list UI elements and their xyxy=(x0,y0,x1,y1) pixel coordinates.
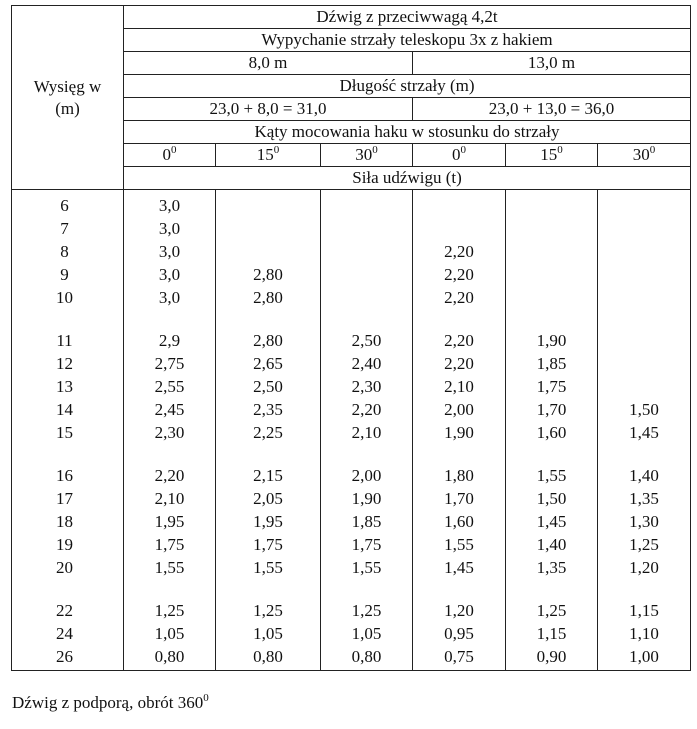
capacity-cell: 2,65 xyxy=(216,352,321,375)
capacity-cell: 3,0 xyxy=(124,217,216,240)
table-row xyxy=(12,622,691,645)
reach-cell: 22 xyxy=(12,599,124,622)
capacity-cell xyxy=(598,240,691,263)
spacer-cell xyxy=(12,309,124,329)
capacity-cell: 2,45 xyxy=(124,398,216,421)
capacity-cell: 2,10 xyxy=(124,487,216,510)
capacity-cell: 2,40 xyxy=(321,352,413,375)
capacity-cell: 1,60 xyxy=(413,510,506,533)
angle-unit: 0 xyxy=(557,144,563,156)
capacity-cell: 1,40 xyxy=(598,464,691,487)
capacity-cell xyxy=(598,263,691,286)
capacity-cell xyxy=(598,329,691,352)
table-row xyxy=(12,421,691,444)
table-title: Dźwig z przeciwwagą 4,2t xyxy=(124,6,691,29)
capacity-cell: 0,95 xyxy=(413,622,506,645)
capacity-cell: 1,25 xyxy=(321,599,413,622)
capacity-cell: 2,20 xyxy=(413,329,506,352)
spacer-cell xyxy=(598,579,691,599)
capacity-cell xyxy=(216,190,321,218)
boom-length-31: 23,0 + 8,0 = 31,0 xyxy=(124,98,413,121)
capacity-cell xyxy=(506,286,598,309)
capacity-cell: 3,0 xyxy=(124,240,216,263)
spacer-row xyxy=(12,579,691,599)
capacity-cell: 2,20 xyxy=(413,263,506,286)
capacity-cell: 1,90 xyxy=(506,329,598,352)
spacer-cell xyxy=(413,579,506,599)
capacity-cell: 1,55 xyxy=(506,464,598,487)
angle-value: 0 xyxy=(452,145,461,164)
capacity-cell: 2,05 xyxy=(216,487,321,510)
capacity-cell: 2,00 xyxy=(321,464,413,487)
table-row xyxy=(12,510,691,533)
capacity-cell: 0,75 xyxy=(413,645,506,671)
capacity-cell: 1,55 xyxy=(413,533,506,556)
capacity-cell: 1,40 xyxy=(506,533,598,556)
table-row xyxy=(12,329,691,352)
angle-value: 15 xyxy=(256,145,274,164)
capacity-cell: 1,45 xyxy=(506,510,598,533)
reach-cell: 24 xyxy=(12,622,124,645)
capacity-cell: 1,75 xyxy=(506,375,598,398)
capacity-cell: 2,15 xyxy=(216,464,321,487)
reach-cell: 20 xyxy=(12,556,124,579)
spacer-cell xyxy=(124,444,216,464)
capacity-cell xyxy=(321,286,413,309)
spacer-cell xyxy=(216,309,321,329)
capacity-cell: 1,05 xyxy=(124,622,216,645)
table-row xyxy=(12,240,691,263)
capacity-cell: 1,05 xyxy=(216,622,321,645)
capacity-cell: 2,75 xyxy=(124,352,216,375)
capacity-cell: 1,70 xyxy=(506,398,598,421)
angle-value: 0 xyxy=(162,145,171,164)
spacer-cell xyxy=(506,444,598,464)
hook-angle-header: Kąty mocowania haku w stosunku do strzały xyxy=(124,121,691,144)
capacity-cell: 2,20 xyxy=(321,398,413,421)
extension-8m: 8,0 m xyxy=(124,52,413,75)
spacer-cell xyxy=(506,309,598,329)
capacity-cell: 1,35 xyxy=(506,556,598,579)
load-capacity-table xyxy=(11,5,691,671)
footnote xyxy=(12,693,209,713)
capacity-cell: 1,20 xyxy=(598,556,691,579)
capacity-cell: 0,80 xyxy=(321,645,413,671)
capacity-cell: 0,90 xyxy=(506,645,598,671)
spacer-cell xyxy=(321,309,413,329)
angle-value: 15 xyxy=(540,145,558,164)
spacer-cell xyxy=(12,579,124,599)
angle-header-cell xyxy=(413,144,506,167)
reach-cell: 12 xyxy=(12,352,124,375)
capacity-cell xyxy=(506,190,598,218)
spacer-cell xyxy=(598,444,691,464)
angle-header-cell xyxy=(124,144,216,167)
capacity-cell: 1,30 xyxy=(598,510,691,533)
spacer-cell xyxy=(506,579,598,599)
capacity-cell: 2,30 xyxy=(321,375,413,398)
reach-cell: 11 xyxy=(12,329,124,352)
capacity-cell xyxy=(598,352,691,375)
reach-cell: 8 xyxy=(12,240,124,263)
table-row xyxy=(12,556,691,579)
spacer-row xyxy=(12,444,691,464)
capacity-cell: 1,20 xyxy=(413,599,506,622)
capacity-cell: 1,85 xyxy=(321,510,413,533)
capacity-cell: 1,10 xyxy=(598,622,691,645)
capacity-cell: 2,55 xyxy=(124,375,216,398)
reach-cell: 14 xyxy=(12,398,124,421)
capacity-cell: 1,60 xyxy=(506,421,598,444)
capacity-cell: 1,70 xyxy=(413,487,506,510)
capacity-cell: 2,20 xyxy=(413,240,506,263)
capacity-cell: 1,50 xyxy=(598,398,691,421)
reach-cell: 10 xyxy=(12,286,124,309)
angle-header-cell xyxy=(506,144,598,167)
table-row xyxy=(12,599,691,622)
capacity-cell: 2,25 xyxy=(216,421,321,444)
angle-unit: 0 xyxy=(460,144,466,156)
capacity-cell: 1,95 xyxy=(216,510,321,533)
capacity-cell: 1,15 xyxy=(506,622,598,645)
capacity-cell: 2,50 xyxy=(321,329,413,352)
capacity-cell: 3,0 xyxy=(124,263,216,286)
capacity-cell xyxy=(506,263,598,286)
capacity-cell xyxy=(598,286,691,309)
capacity-cell xyxy=(506,240,598,263)
angle-value: 30 xyxy=(632,145,650,164)
spacer-cell xyxy=(598,309,691,329)
reach-cell: 13 xyxy=(12,375,124,398)
table-row xyxy=(12,533,691,556)
capacity-cell: 2,10 xyxy=(321,421,413,444)
capacity-cell xyxy=(321,240,413,263)
reach-cell: 18 xyxy=(12,510,124,533)
table-row xyxy=(12,263,691,286)
angle-unit: 0 xyxy=(171,144,177,156)
capacity-cell: 0,80 xyxy=(124,645,216,671)
capacity-cell: 1,75 xyxy=(216,533,321,556)
reach-cell: 15 xyxy=(12,421,124,444)
capacity-cell: 1,05 xyxy=(321,622,413,645)
table-row xyxy=(12,645,691,671)
capacity-cell: 1,55 xyxy=(216,556,321,579)
capacity-cell: 1,25 xyxy=(598,533,691,556)
capacity-rows xyxy=(12,190,691,671)
boom-length-header: Długość strzały (m) xyxy=(124,75,691,98)
table-row xyxy=(12,464,691,487)
capacity-cell: 2,80 xyxy=(216,286,321,309)
spacer-cell xyxy=(216,579,321,599)
reach-cell: 6 xyxy=(12,190,124,218)
capacity-cell: 1,95 xyxy=(124,510,216,533)
table-row xyxy=(12,487,691,510)
reach-cell: 9 xyxy=(12,263,124,286)
angle-unit: 0 xyxy=(372,144,378,156)
capacity-cell xyxy=(598,217,691,240)
capacity-cell: 1,55 xyxy=(124,556,216,579)
capacity-cell xyxy=(321,217,413,240)
angle-unit: 0 xyxy=(273,144,280,156)
capacity-cell: 1,45 xyxy=(598,421,691,444)
capacity-cell: 1,75 xyxy=(321,533,413,556)
capacity-cell xyxy=(321,190,413,218)
capacity-cell: 0,80 xyxy=(216,645,321,671)
reach-cell: 19 xyxy=(12,533,124,556)
boom-extension-header: Wypychanie strzały teleskopu 3x z hakiem xyxy=(124,29,691,52)
capacity-cell: 2,20 xyxy=(413,286,506,309)
capacity-cell: 1,50 xyxy=(506,487,598,510)
capacity-cell: 1,75 xyxy=(124,533,216,556)
spacer-cell xyxy=(124,579,216,599)
capacity-cell xyxy=(506,217,598,240)
angle-header-cell xyxy=(216,144,321,167)
reach-cell: 26 xyxy=(12,645,124,671)
spacer-cell xyxy=(12,444,124,464)
spacer-cell xyxy=(321,444,413,464)
angle-value: 30 xyxy=(355,145,373,164)
capacity-cell: 2,80 xyxy=(216,263,321,286)
angle-header-cell xyxy=(321,144,413,167)
capacity-header: Siła udźwigu (t) xyxy=(124,167,691,190)
spacer-row xyxy=(12,309,691,329)
capacity-cell xyxy=(216,240,321,263)
capacity-cell: 1,45 xyxy=(413,556,506,579)
reach-cell: 7 xyxy=(12,217,124,240)
capacity-cell: 1,15 xyxy=(598,599,691,622)
footnote-superscript: 0 xyxy=(203,692,209,704)
angle-unit: 0 xyxy=(649,144,656,156)
spacer-cell xyxy=(413,309,506,329)
reach-header: Wysięg w (m) xyxy=(12,6,124,190)
capacity-cell: 2,30 xyxy=(124,421,216,444)
capacity-cell: 2,50 xyxy=(216,375,321,398)
capacity-cell: 1,25 xyxy=(506,599,598,622)
reach-cell: 17 xyxy=(12,487,124,510)
table-row xyxy=(12,352,691,375)
capacity-cell: 1,80 xyxy=(413,464,506,487)
capacity-cell: 3,0 xyxy=(124,190,216,218)
capacity-cell xyxy=(216,217,321,240)
capacity-cell: 1,25 xyxy=(124,599,216,622)
footnote-text: Dźwig z podporą, obrót 360 xyxy=(12,693,204,712)
capacity-cell: 1,55 xyxy=(321,556,413,579)
capacity-cell: 1,85 xyxy=(506,352,598,375)
capacity-cell: 1,00 xyxy=(598,645,691,671)
boom-length-36: 23,0 + 13,0 = 36,0 xyxy=(413,98,691,121)
capacity-cell: 3,0 xyxy=(124,286,216,309)
table-row xyxy=(12,217,691,240)
table-row xyxy=(12,398,691,421)
capacity-cell xyxy=(413,190,506,218)
angle-header-cell xyxy=(598,144,691,167)
spacer-cell xyxy=(321,579,413,599)
capacity-cell: 2,00 xyxy=(413,398,506,421)
capacity-cell xyxy=(598,190,691,218)
table-row xyxy=(12,190,691,218)
capacity-cell: 2,20 xyxy=(124,464,216,487)
capacity-cell: 1,90 xyxy=(413,421,506,444)
capacity-cell xyxy=(598,375,691,398)
reach-cell: 16 xyxy=(12,464,124,487)
capacity-cell: 1,90 xyxy=(321,487,413,510)
spacer-cell xyxy=(124,309,216,329)
capacity-cell: 1,35 xyxy=(598,487,691,510)
capacity-cell: 1,25 xyxy=(216,599,321,622)
spacer-cell xyxy=(216,444,321,464)
capacity-cell: 2,10 xyxy=(413,375,506,398)
spacer-cell xyxy=(413,444,506,464)
capacity-cell: 2,35 xyxy=(216,398,321,421)
table-row xyxy=(12,375,691,398)
capacity-cell: 2,20 xyxy=(413,352,506,375)
capacity-cell: 2,9 xyxy=(124,329,216,352)
table-row xyxy=(12,286,691,309)
capacity-cell xyxy=(413,217,506,240)
capacity-cell xyxy=(321,263,413,286)
capacity-cell: 2,80 xyxy=(216,329,321,352)
extension-13m: 13,0 m xyxy=(413,52,691,75)
